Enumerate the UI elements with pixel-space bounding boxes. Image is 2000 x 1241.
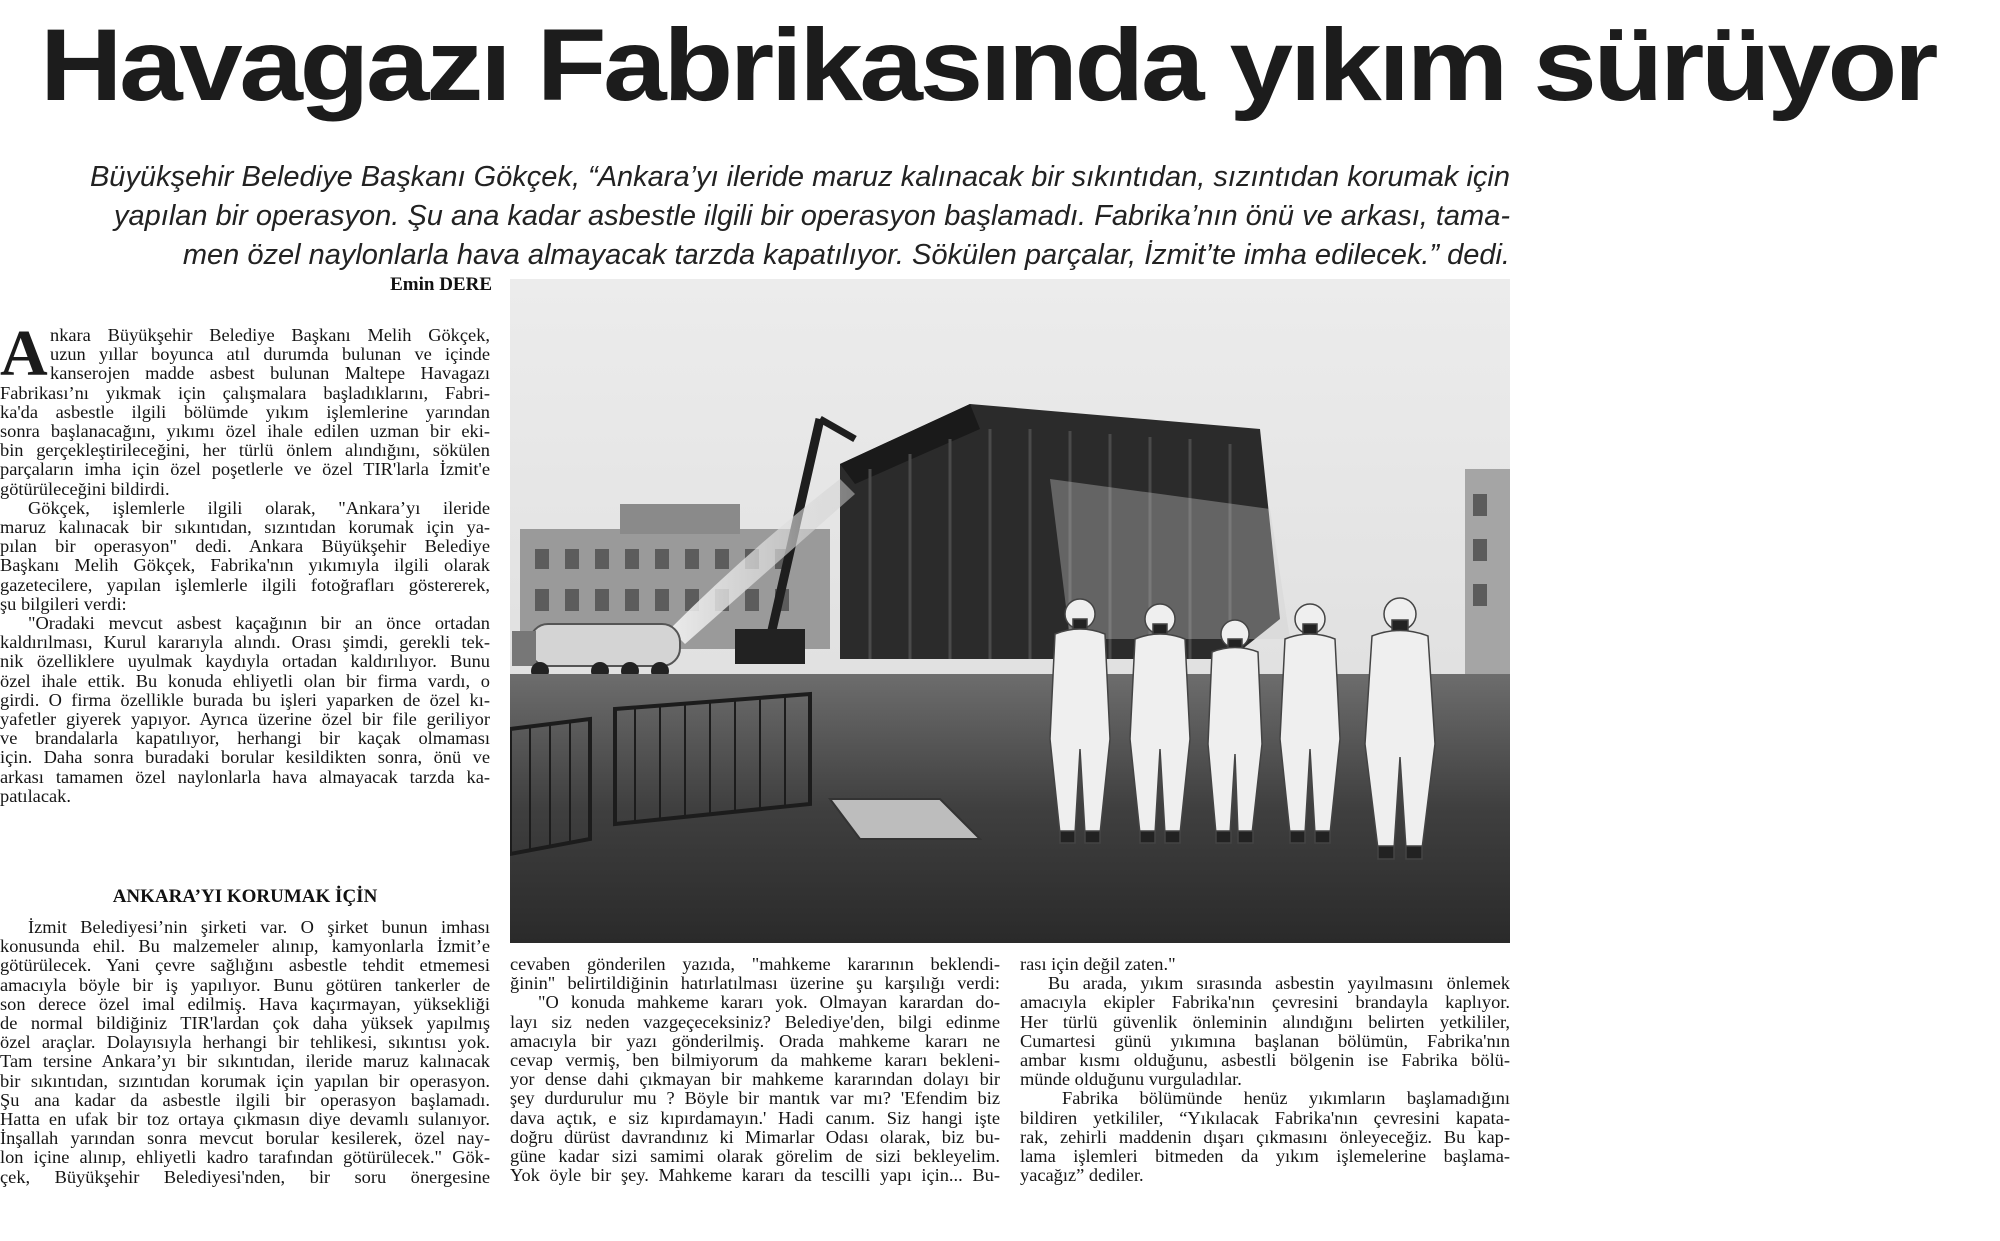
text-line: Hatta en ufak bir toz ortaya çıkmasın diye devamlı sulanıyor.: [0, 1110, 490, 1130]
text-line: Şu ana kadar da asbestle ilgili bir operasyon başlamadı.: [0, 1090, 490, 1110]
drop-cap: A: [0, 317, 48, 390]
text-line: kaldırılması, Kurul kararıyla alındı. Orası şimdi, gerekli tek-: [0, 633, 490, 653]
text-line: Fabrikası’nı yıkmak için çalışmalara başladıklarını, Fabri-: [0, 383, 490, 403]
text-line: Tam tersine Ankara’yı bir sıkıntıdan, ileride maruz kalınacak: [0, 1052, 490, 1072]
text-line: yor dense dahi çıkmayan bir mahkeme kararından dolayı bir: [510, 1070, 1000, 1090]
text-line: ka'da asbestle ilgili bölümde yıkım işlemlerine yarından: [0, 402, 490, 422]
text-line: kanserojen madde asbest bulunan Maltepe Havagazı: [50, 364, 490, 384]
text-line: götürüleceğini bildirdi.: [0, 479, 170, 499]
tanker-truck: [512, 624, 680, 680]
text-line: lon içine alınıp, ehliyetli kadro tarafından götürülecek." Gök-: [0, 1148, 490, 1168]
text-line: nik özelliklere uyulmak kaydıyla ortadan kaldırılıyor. Bunu: [0, 652, 490, 672]
text-line: maruz kalınacak bir sıkıntıdan, sızıntıdan korumak için ya-: [0, 518, 490, 538]
text-line: ambar kısmı olduğunu, asbestli bölgenin ise Fabrika bölü-: [1020, 1051, 1510, 1071]
text-line: parçaların imha için özel poşetlerle ve özel TIR'larla İzmit'e: [0, 460, 490, 480]
section-subheading: ANKARA’YI KORUMAK İÇİN: [112, 886, 378, 907]
text-line: lama işlemleri bitmeden da yıkım işlemelerine başlama-: [1020, 1147, 1510, 1167]
factory-structure: [840, 404, 1290, 659]
text-line: özel araçlar. Dolayısıyla herhangi bir tehlikesi, sıkıntısı yok.: [0, 1033, 490, 1053]
text-line: İzmit Belediyesi’nin şirketi var. O şirket bunun imhası: [28, 918, 490, 937]
deck-line: men özel naylonlarla hava almayacak tarzda kapatılıyor. Sökülen parçalar, İzmit’te imha edilecek.” dedi.: [182, 239, 1510, 271]
text-line: bir sıkıntıdan, sızıntıdan korumak için yapılan bir operasyon.: [0, 1071, 490, 1091]
text-line: yafetler giyerek yapıyor. Ayrıca üzerine özel bir file geriliyor: [0, 710, 490, 730]
text-line: İnşallah yarından sonra mevcut borular kesilerek, özel nay-: [0, 1129, 490, 1149]
text-line: "O konuda mahkeme kararı yok. Olmayan karardan do-: [538, 993, 1000, 1013]
text-line: Her türlü güvenlik önleminin alındığını belirten yetkililer,: [1020, 1012, 1510, 1032]
text-line: için. Daha sonra buradaki borular kesildikten sonra, önü ve: [0, 748, 490, 768]
text-line: girdi. O firma özellikle burada bu işleri yaparken de özel kı-: [0, 690, 490, 710]
deck-line: Büyükşehir Belediye Başkanı Gökçek, “Ankara’yı ileride maruz kalınacak bir sıkıntıdan, sızıntıdan korumak için: [89, 161, 1510, 193]
text-line: özel ihale ettik. Bu konuda ehliyetli olan bir firma vardı, o: [0, 671, 490, 691]
text-line: Yok öyle bir şey. Mahkeme kararı da tescilli yapı için... Bu-: [510, 1166, 1000, 1186]
text-line: layı siz neden vazgeçeceksiniz? Belediye'den, bilgi edinme: [510, 1012, 1000, 1032]
text-line: dava açtık, e siz kıpırdamayın.' Hadi canım. Siz hangi işte: [510, 1108, 1000, 1128]
text-line: cevaben gönderilen yazıda, "mahkeme kararının beklendi-: [510, 955, 1000, 974]
news-photo: [510, 279, 1510, 943]
text-line: gazetecilere, yapılan işlemlerle ilgili fotoğrafları göstererek,: [0, 575, 490, 595]
text-line: nkara Büyükşehir Belediye Başkanı Melih Gökçek,: [50, 326, 490, 345]
text-line: pılan bir operasyon" dedi. Ankara Büyükşehir Belediye: [0, 537, 490, 557]
text-line: Başkanı Melih Gökçek, Fabrika'nın yıkımıyla ilgili olarak: [0, 556, 490, 576]
text-line: rak, zehirli maddenin dışarı çıkmasını önleyeceğiz. Bu kap-: [1020, 1127, 1510, 1147]
headline: Havagazı Fabrikasında yıkım sürüyor: [39, 8, 1936, 122]
text-line: götürülecek. Yani çevre sağlığını asbestle tehdit etmemesi: [0, 956, 490, 976]
text-line: amacıyla bir yazı gönderilmiş. Orada mahkeme kararı ne: [510, 1031, 1000, 1051]
text-line: Bu arada, yıkım sırasında asbestin yayılmasını önlemek: [1048, 974, 1510, 994]
text-line: güne kadar sizi samimi olarak görelim de sizi bekleyelim.: [510, 1147, 1000, 1167]
text-line: yacağız” dediler.: [1020, 1166, 1144, 1186]
text-line: Fabrika bölümünde henüz yıkımların başlamadığını: [1062, 1089, 1510, 1109]
text-line: sonra başlanacağını, yıkımı özel ihale edilen uzman bir eki-: [0, 422, 490, 442]
text-line: Gökçek, işlemlerle ilgili olarak, "Ankara’yı ileride: [28, 498, 490, 518]
text-line: bildiren yetkililer, “Yıkılacak Fabrika'nın çevresini kapata-: [1020, 1108, 1510, 1128]
text-line: amacıyla böyle bir iş yapılıyor. Bunu götüren tankerler de: [0, 975, 490, 995]
text-line: doğru dürüst davrandınız ki Mimarlar Odası olarak, biz bu-: [510, 1127, 1000, 1147]
text-line: son derece özel imal edilmiş. Hava kaçırmayan, yüksekliği: [0, 994, 490, 1014]
text-line: patılacak.: [0, 786, 71, 806]
text-line: münde olduğunu vurguladılar.: [1020, 1070, 1242, 1090]
article-column-3: [1020, 955, 1510, 1185]
text-line: bin gerçekleştirileceğini, her türlü önlem alındığını, sökülen: [0, 441, 490, 461]
text-line: "Oradaki mevcut asbest kaçağının bir an önce ortadan: [28, 614, 490, 634]
text-line: ve brandalarla kapatılıyor, herhangi bir kaçak olmaması: [0, 729, 490, 749]
text-line: uzun yıllar boyunca atıl durumda bulunan ve içinde: [50, 345, 490, 365]
text-line: ğinin" belirtildiğinin hatırlatılması üzerine şu karşılığı verdi:: [510, 974, 1000, 994]
text-line: çek, Büyükşehir Belediyesi'nden, bir soru önergesine: [0, 1167, 490, 1187]
deck: [0, 158, 1510, 275]
text-line: de normal bildiğiniz TIR'lardan çok daha yüksek yapılmış: [0, 1014, 490, 1034]
text-line: Cumartesi günü yıkımına başlanan bölümün, Fabrika'nın: [1020, 1031, 1510, 1051]
byline: Emin DERE: [390, 274, 492, 295]
demolition-photo-illustration: [510, 279, 1510, 943]
text-line: amacıyla ekipler Fabrika'nın çevresini brandayla kaplıyor.: [1020, 993, 1510, 1013]
text-line: arkası tamamen özel naylonlarla hava almayacak tarzda ka-: [0, 767, 490, 787]
article-column-1-continued: [0, 918, 490, 1187]
deck-line: yapılan bir operasyon. Şu ana kadar asbestle ilgili bir operasyon başlamadı. Fabrika’nın önü ve arkası, tama-: [114, 200, 1510, 232]
text-line: şey durdurulur mu ? Böyle bir mantık var mı? 'Efendim biz: [510, 1089, 1000, 1109]
background-building-right: [1465, 469, 1510, 689]
text-line: konusunda ehil. Bu malzemeler alınıp, kamyonlarla İzmit’e: [0, 937, 490, 957]
article-column-2: [510, 955, 1000, 1185]
text-line: cevap vermiş, ben bilmiyorum da mahkeme kararı bekleni-: [510, 1051, 1000, 1071]
article-column-1: [0, 317, 490, 806]
text-line: rası için değil zaten.": [1020, 955, 1176, 974]
text-line: şu bilgileri verdi:: [0, 594, 127, 614]
